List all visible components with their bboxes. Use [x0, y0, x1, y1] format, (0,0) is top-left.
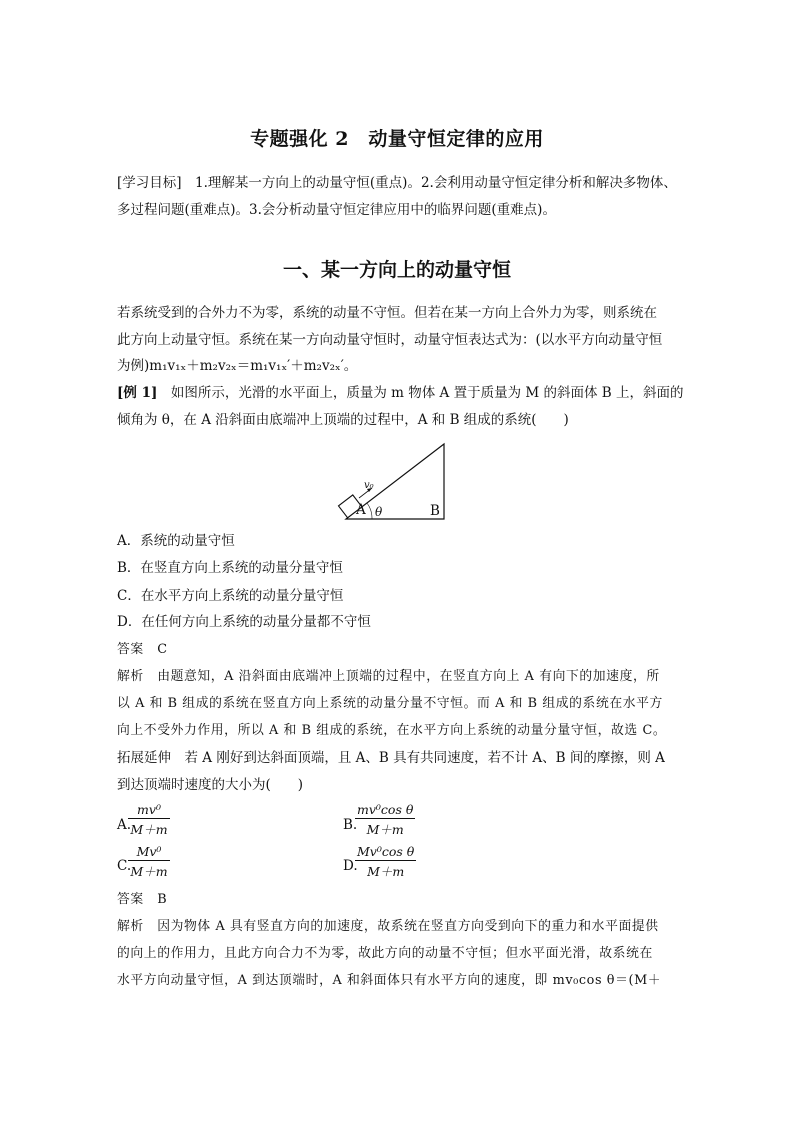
extension-line-2: 到达顶端时速度的大小为( ): [117, 777, 304, 793]
angle-arc: [367, 503, 372, 519]
choice-c-numerator: Mv⁰: [128, 844, 170, 861]
analysis-2-line-1: 解析 因为物体 A 具有竖直方向的加速度，故系统在竖直方向受到向下的重力和水平面提供: [117, 919, 659, 934]
option-d: D．在任何方向上系统的动量分量都不守恒: [117, 614, 371, 630]
option-c: C．在水平方向上系统的动量分量守恒: [117, 588, 344, 604]
objectives-line-2: 多过程问题(重难点)。3.会分析动量守恒定律应用中的临界问题(重难点)。: [117, 202, 556, 218]
choice-a-numerator: mv⁰: [128, 802, 170, 819]
choice-c-denominator: M＋m: [130, 864, 168, 879]
choice-d-fraction: [355, 844, 416, 880]
analysis-1-line-3: 向上不受外力作用，所以 A 和 B 组成的系统，在水平方向上系统的动量分量守恒，故选 C。: [117, 723, 667, 738]
label-v0: v₀: [364, 480, 374, 491]
intro-line-1: 若系统受到的合外力不为零，系统的动量不守恒。但若在某一方向上合外力为零，则系统在: [117, 305, 657, 321]
analysis-1-line-1: 解析 由题意知，A 沿斜面由底端冲上顶端的过程中，在竖直方向上 A 有向下的加速度，所: [117, 669, 660, 684]
choice-c-fraction: [128, 844, 170, 880]
objectives-line-1: [学习目标] 1.理解某一方向上的动量守恒(重点)。2.会利用动量守恒定律分析和解决多物体、: [117, 175, 677, 191]
choice-d-label: D.: [343, 858, 358, 874]
analysis-2-line-2: 的向上的作用力，且此方向合力不为零，故此方向的动量不守恒；但水平面光滑，故系统在: [117, 946, 653, 961]
option-b: B．在竖直方向上系统的动量分量守恒: [117, 560, 343, 576]
choice-a-fraction: [128, 802, 170, 838]
choice-b-label: B.: [343, 817, 358, 833]
page-title: 专题强化 2 动量守恒定律的应用: [250, 128, 544, 150]
choice-a-label: A.: [117, 817, 132, 833]
intro-line-3: 为例)m₁v₁ₓ＋m₂v₂ₓ＝m₁v₁ₓ′＋m₂v₂ₓ′。: [117, 358, 358, 374]
example-line-1: [117, 383, 684, 403]
choice-a-denominator: M＋m: [130, 822, 168, 837]
label-b: B: [430, 503, 440, 519]
label-a: A: [356, 502, 366, 518]
label-theta: θ: [375, 505, 383, 519]
analysis-2-line-3: 水平方向动量守恒，A 到达顶端时，A 和斜面体只有水平方向的速度，即 mv₀cos θ＝(M＋: [117, 973, 662, 988]
example-text-1: 如图所示，光滑的水平面上，质量为 m 物体 A 置于质量为 M 的斜面体 B 上，斜面的: [157, 385, 684, 401]
option-a: A．系统的动量守恒: [117, 533, 235, 549]
choice-c-label: C.: [117, 858, 132, 874]
intro-line-2: 此方向上动量守恒。系统在某一方向动量守恒时，动量守恒表达式为：(以水平方向动量守恒: [117, 332, 663, 348]
choice-d-denominator: M＋m: [367, 864, 405, 879]
choice-d-numerator: Mv⁰cos θ: [357, 844, 415, 859]
choice-b-fraction: [355, 802, 415, 838]
analysis-1-line-2: 以 A 和 B 组成的系统在竖直方向上系统的动量分量不守恒。而 A 和 B 组成的系统在水平方: [117, 696, 663, 711]
example-tag: [例 1]: [117, 385, 158, 401]
choice-b-numerator: mv⁰cos θ: [357, 802, 414, 817]
example-line-2: 倾角为 θ，在 A 沿斜面由底端冲上顶端的过程中，A 和 B 组成的系统( ): [117, 412, 569, 428]
choice-b-denominator: M＋m: [366, 822, 404, 837]
section-title: 一、某一方向上的动量守恒: [282, 259, 511, 281]
answer-2: 答案 B: [117, 892, 168, 907]
answer-1: 答案 C: [117, 642, 168, 657]
extension-line-1: 拓展延伸 若 A 刚好到达斜面顶端，且 A、B 具有共同速度，若不计 A、B 间的摩擦，则 A: [117, 750, 665, 766]
